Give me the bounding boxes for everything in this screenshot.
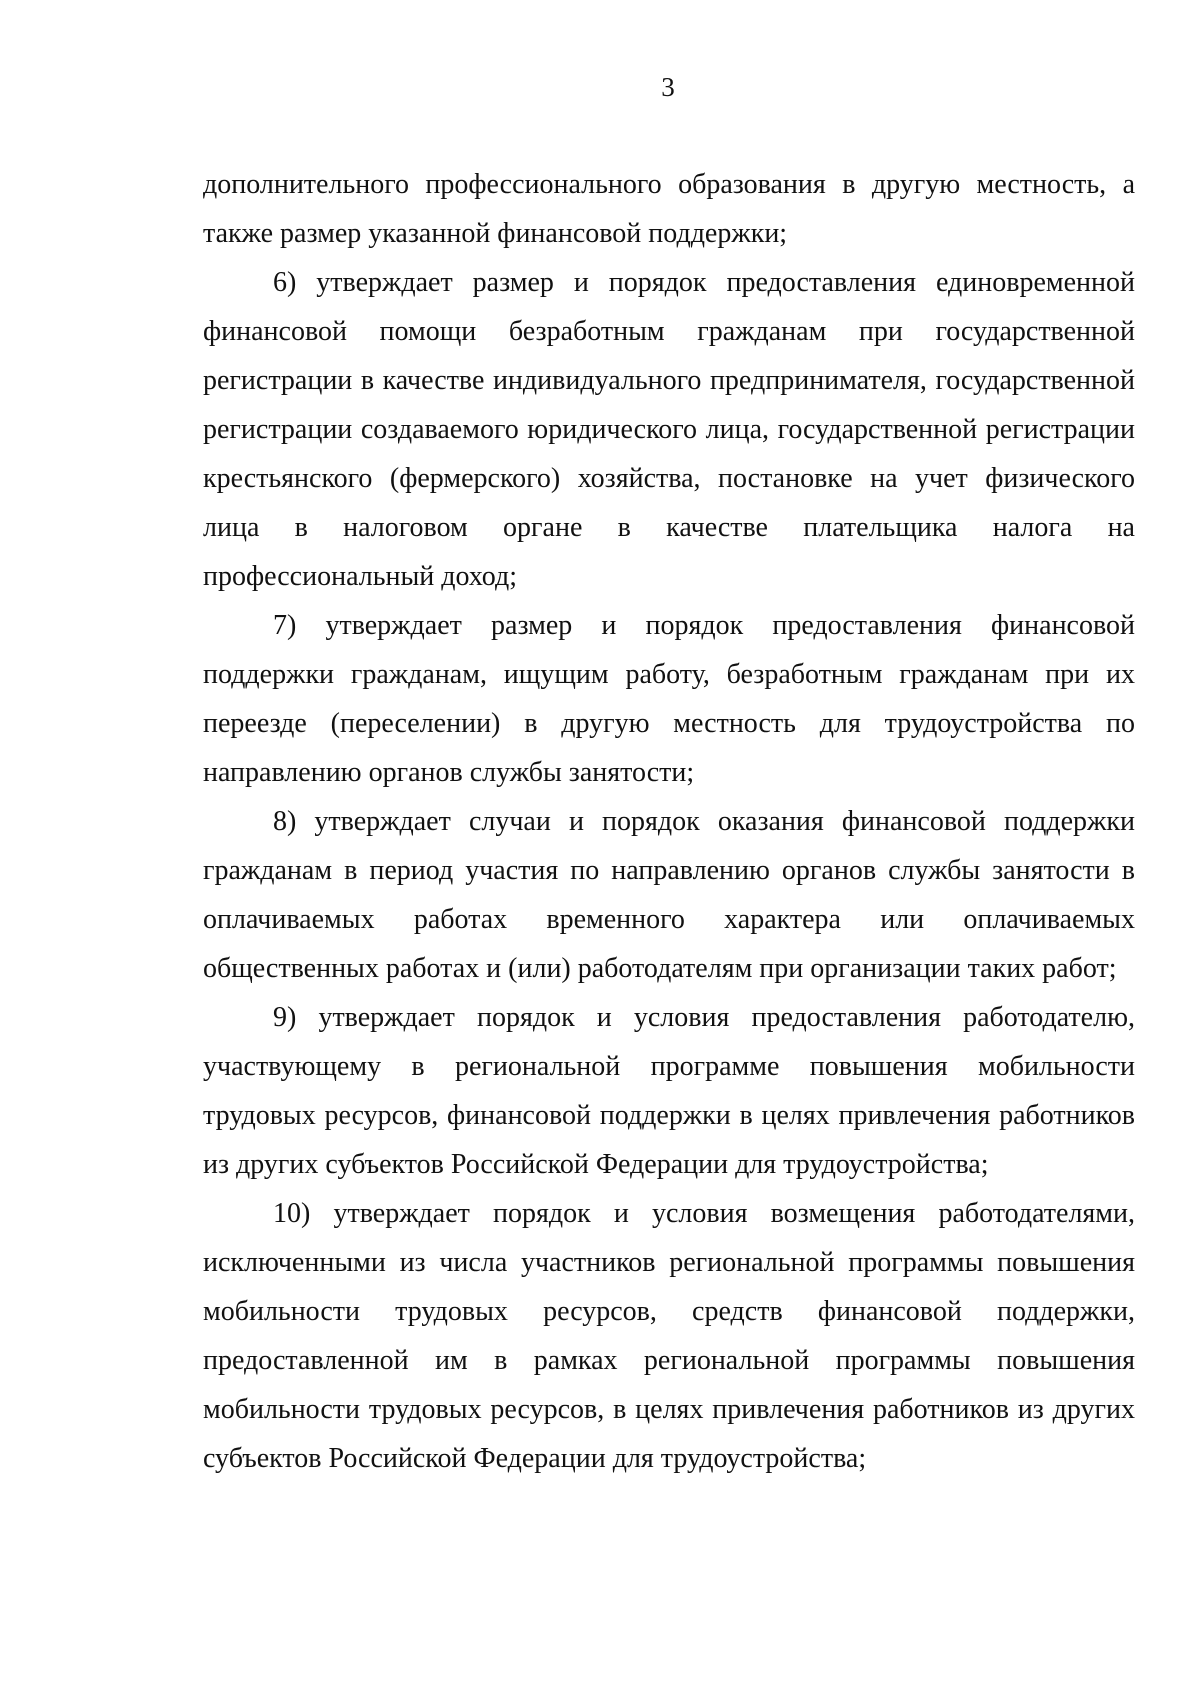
- document-body: [203, 160, 1135, 1483]
- paragraph-item-8: 8) утверждает случаи и порядок оказания финансовой поддержки гражданам в период участия по направлению органов службы занятости в оплачиваемых работах временного характера или оплачиваемых общественных работах и (или) работодателям при организации таких работ;: [203, 806, 1135, 984]
- paragraph-item-9: 9) утверждает порядок и условия предоставления работодателю, участвующему в региональной программе повышения мобильности трудовых ресурсов, финансовой поддержки в целях привлечения работников из других субъектов Российской Федерации для трудоустройства;: [203, 1002, 1135, 1180]
- page-number: 3: [661, 72, 675, 102]
- paragraph-item-6: 6) утверждает размер и порядок предоставления единовременной финансовой помощи безработным гражданам при государственной регистрации в качестве индивидуального предпринимателя, государственной регистрации создаваемого юридического лица, государственной регистрации крестьянского (фермерского) хозяйства, постановке на учет физического лица в налоговом органе в качестве плательщика налога на профессиональный доход;: [203, 267, 1135, 592]
- paragraph-continuation: дополнительного профессионального образования в другую местность, а также размер указанной финансовой поддержки;: [203, 169, 1135, 249]
- paragraph-item-7: 7) утверждает размер и порядок предоставления финансовой поддержки гражданам, ищущим работу, безработным гражданам при их переезде (переселении) в другую местность для трудоустройства по направлению органов службы занятости;: [203, 610, 1135, 788]
- paragraph-item-10: 10) утверждает порядок и условия возмещения работодателями, исключенными из числа участников региональной программы повышения мобильности трудовых ресурсов, средств финансовой поддержки, предоставленной им в рамках региональной программы повышения мобильности трудовых ресурсов, в целях привлечения работников из других субъектов Российской Федерации для трудоустройства;: [203, 1198, 1135, 1474]
